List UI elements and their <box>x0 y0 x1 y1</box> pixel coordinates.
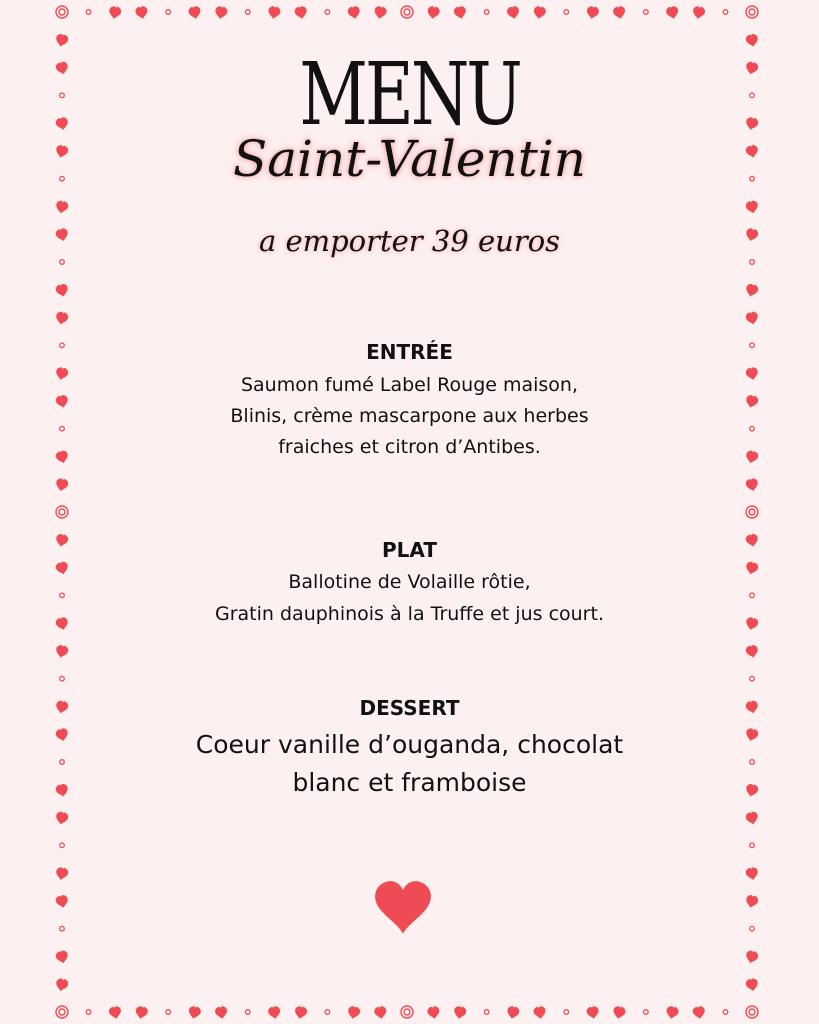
ring-ornament <box>56 506 68 518</box>
section-body-dessert <box>0 726 819 802</box>
heart-icon <box>214 1006 228 1020</box>
ring-ornament <box>56 1006 68 1018</box>
heart-icon <box>692 1006 706 1020</box>
dot-ornament <box>166 10 171 15</box>
heart-icon <box>55 644 69 659</box>
dot-ornament <box>60 260 65 265</box>
dessert-line: blanc et framboise <box>292 768 527 797</box>
dot-ornament <box>166 1010 171 1015</box>
ring-ornament <box>746 506 758 518</box>
heart-icon <box>745 311 759 326</box>
dessert-line: Coeur vanille d’ouganda, chocolat <box>195 730 624 759</box>
heart-icon <box>745 811 759 826</box>
dot-ornament <box>60 676 65 681</box>
heart-icon <box>665 1005 679 1020</box>
section-heading-entree: ENTRÉE <box>366 340 453 364</box>
heart-icon <box>55 478 69 493</box>
heart-icon <box>745 33 759 48</box>
dot-ornament <box>750 843 755 848</box>
heart-icon <box>267 6 281 20</box>
heart-icon <box>55 866 69 881</box>
heart-icon <box>586 1006 600 1020</box>
heart-icon <box>453 5 467 20</box>
heart-icon <box>55 61 70 76</box>
plat-line: Ballotine de Volaille rôtie, <box>288 571 531 593</box>
dot-ornament <box>564 1010 569 1015</box>
section-body-entree <box>0 370 819 463</box>
heart-icon <box>533 1006 547 1020</box>
heart-icon <box>55 33 69 48</box>
heart-icon <box>294 5 308 20</box>
heart-icon <box>744 116 759 131</box>
price-line: a emporter 39 euros <box>258 224 561 258</box>
dot-ornament <box>484 10 489 15</box>
dot-ornament <box>245 10 250 15</box>
dot-ornament <box>644 10 649 15</box>
dot-ornament <box>564 10 569 15</box>
heart-icon <box>612 1005 626 1020</box>
heart-icon <box>55 311 69 326</box>
heart-icon <box>745 978 759 993</box>
dot-ornament <box>60 93 65 98</box>
dot-ornament <box>644 1010 649 1015</box>
heart-icon <box>373 6 387 20</box>
section-heading-dessert: DESSERT <box>359 696 460 720</box>
heart-icon <box>55 811 69 826</box>
ring-ornament <box>401 1006 413 1018</box>
section-heading-plat: PLAT <box>382 538 437 562</box>
dot-ornament <box>723 1010 728 1015</box>
heart-icon <box>108 1006 122 1020</box>
heart-icon <box>55 200 69 215</box>
heart-icon <box>426 6 440 20</box>
heart-icon <box>294 1005 308 1020</box>
heart-icon <box>745 644 759 659</box>
heart-icon <box>692 6 706 20</box>
heart-icon <box>506 5 520 20</box>
heart-icon <box>745 478 759 493</box>
dot-ornament <box>750 926 755 931</box>
entree-line: Blinis, crème mascarpone aux herbes <box>230 405 589 427</box>
heart-icon <box>108 6 122 20</box>
dot-ornament <box>750 93 755 98</box>
dot-ornament <box>60 843 65 848</box>
ring-ornament <box>56 6 68 18</box>
heart-icon <box>267 1006 281 1020</box>
dot-ornament <box>723 10 728 15</box>
dot-ornament <box>325 10 330 15</box>
heart-icon <box>612 5 626 20</box>
heart-icon <box>55 950 70 965</box>
heart-icon <box>665 5 679 20</box>
heart-icon <box>188 5 202 20</box>
heart-icon <box>506 1005 520 1020</box>
heart-icon <box>135 5 149 20</box>
dot-ornament <box>325 1010 330 1015</box>
dot-ornament <box>484 1010 489 1015</box>
dot-ornament <box>245 1010 250 1015</box>
heart-icon <box>347 5 361 20</box>
heart-icon <box>427 1006 441 1020</box>
heart-icon <box>372 878 434 940</box>
ring-ornament <box>401 6 413 18</box>
dot-ornament <box>750 260 755 265</box>
dot-ornament <box>86 1010 91 1015</box>
heart-icon <box>745 866 759 881</box>
dot-ornament <box>60 926 65 931</box>
section-body-plat <box>0 566 819 630</box>
ring-ornament <box>746 1006 758 1018</box>
heart-icon <box>214 6 228 20</box>
heart-icon <box>134 1005 148 1020</box>
heart-icon <box>55 116 70 131</box>
dot-ornament <box>86 10 91 15</box>
menu-subtitle: Saint-Valentin <box>232 130 586 188</box>
plat-line: Gratin dauphinois à la Truffe et jus court. <box>215 603 604 625</box>
menu-title: MENU <box>299 45 520 145</box>
heart-icon <box>55 978 69 993</box>
heart-icon <box>55 283 70 298</box>
heart-icon <box>533 6 547 20</box>
ring-ornament <box>746 6 758 18</box>
heart-icon <box>453 1005 467 1020</box>
entree-line: Saumon fumé Label Rouge maison, <box>240 374 579 396</box>
heart-icon <box>187 1005 201 1020</box>
heart-icon <box>744 894 759 909</box>
heart-icon <box>586 6 600 20</box>
dot-ornament <box>750 676 755 681</box>
heart-icon <box>744 283 759 298</box>
heart-icon <box>745 200 759 215</box>
heart-icon <box>55 894 70 909</box>
heart-icon <box>744 61 759 76</box>
entree-line: fraiches et citron d’Antibes. <box>278 436 541 458</box>
heart-icon <box>347 1005 361 1020</box>
heart-icon <box>374 1006 388 1020</box>
heart-icon <box>744 950 759 965</box>
